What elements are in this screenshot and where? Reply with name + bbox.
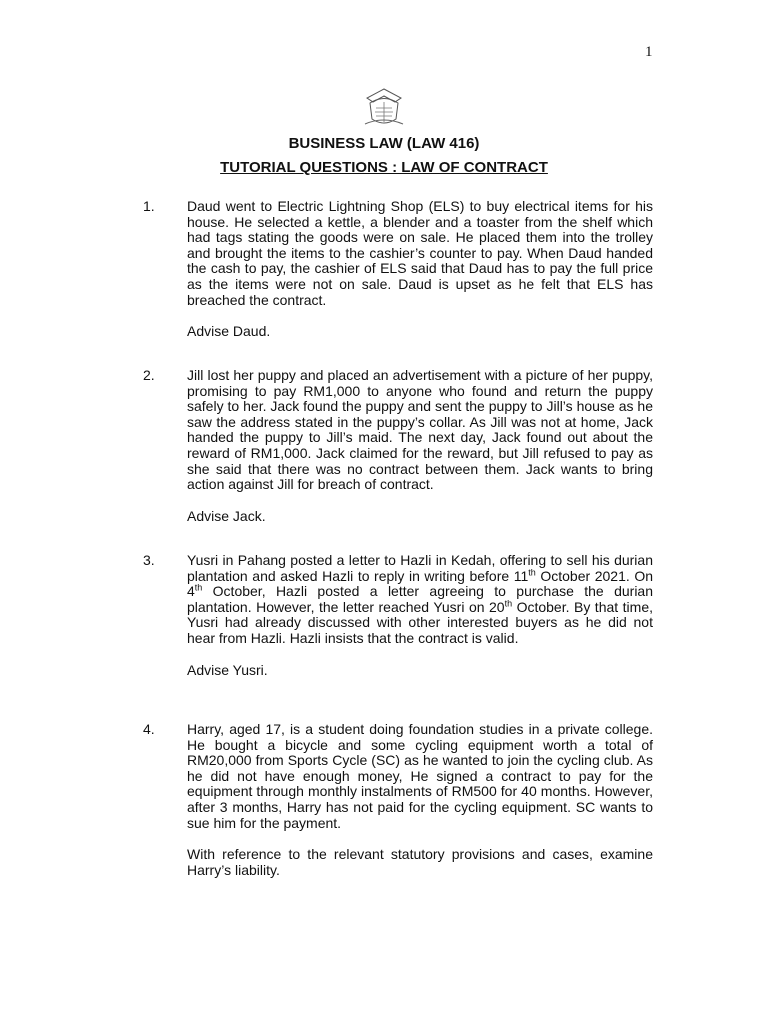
document-title: BUSINESS LAW (LAW 416) [288, 135, 480, 152]
question-4 [143, 722, 653, 878]
question-instruction: Advise Daud. [187, 323, 271, 340]
question-number: 4. [143, 721, 155, 737]
question-instruction: Advise Jack. [187, 507, 266, 524]
question-instruction: Advise Yusri. [187, 661, 268, 678]
question-3 [143, 553, 653, 678]
question-1 [143, 199, 653, 340]
question-text: Harry, aged 17, is a student doing foundation studies in a private college. He bought a bicycle and some cycling equipment worth a total of RM20,000 from Sports Cycle (SC) as he wanted to join the cycling club. As he did not have enough money, He signed a contract to pay for the equipment through monthly instalments of RM500 for 40 months. However, after 3 months, Harry has not paid for the cycling equipment. SC wants to sue him for the payment. [187, 721, 653, 831]
question-number: 2. [143, 367, 155, 383]
question-2 [143, 368, 653, 524]
question-instruction: With reference to the relevant statutory provisions and cases, examine Harry’s liability. [187, 846, 653, 878]
university-crest-logo [361, 86, 407, 128]
question-text: Daud went to Electric Lightning Shop (ELS) to buy electrical items for his house. He selected a kettle, a blender and a toaster from the shelf which had tags stating the goods were on sale. He placed them into the trolley and brought the items to the cashier’s counter to pay. When Daud handed the cash to pay, the cashier of ELS said that Daud has to pay the full price as the items were not on sale. Daud is upset as he felt that ELS has breached the contract. [187, 198, 653, 308]
question-number: 3. [143, 552, 155, 568]
page-number: 1 [645, 44, 653, 60]
question-number: 1. [143, 198, 155, 214]
question-text: Jill lost her puppy and placed an advertisement with a picture of her puppy, promising to pay RM1,000 to anyone who found and return the puppy safely to her. Jack found the puppy and sent the puppy to Jill’s house as he saw the address stated in the puppy’s collar. As Jill was not at home, Jack handed the puppy to Jill’s maid. The next day, Jack found out about the reward of RM1,000. Jack claimed for the reward, but Jill refused to pay as she said that there was no contract between them. Jack wants to bring action against Jill for breach of contract. [187, 367, 653, 493]
question-text: Yusri in Pahang posted a letter to Hazli in Kedah, offering to sell his durian plantation and asked Hazli to reply in writing before 11th October 2021. On 4th October, Hazli posted a letter agreeing to purchase the durian plantation. However, the letter reached Yusri on 20th October. By that time, Yusri had already discussed with other interested buyers as he did not hear from Hazli. Hazli insists that the contract is valid. [187, 552, 653, 646]
document-subtitle: TUTORIAL QUESTIONS : LAW OF CONTRACT [220, 159, 548, 176]
